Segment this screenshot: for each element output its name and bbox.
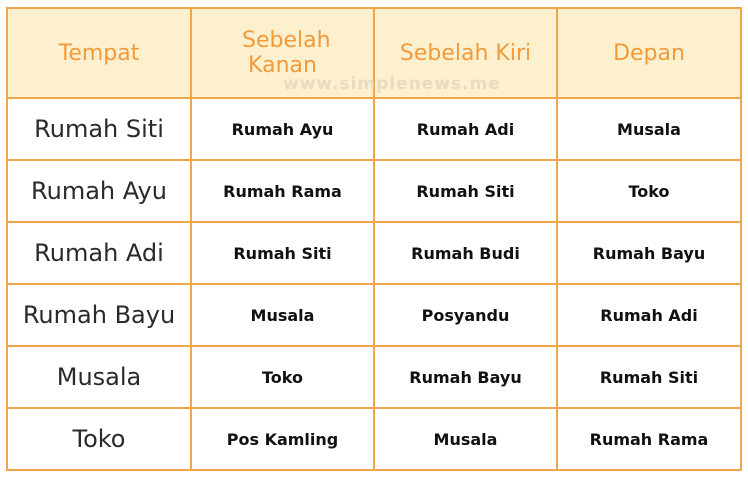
cell-kiri: Rumah Adi xyxy=(374,98,557,160)
cell-kiri: Rumah Budi xyxy=(374,222,557,284)
cell-kanan: Rumah Ayu xyxy=(191,98,374,160)
cell-depan: Rumah Siti xyxy=(557,346,741,408)
location-table xyxy=(6,7,742,471)
header-depan: Depan xyxy=(557,8,741,98)
cell-kiri: Posyandu xyxy=(374,284,557,346)
cell-tempat: Toko xyxy=(7,408,191,470)
cell-kiri: Rumah Bayu xyxy=(374,346,557,408)
cell-depan: Rumah Adi xyxy=(557,284,741,346)
table-header xyxy=(7,8,741,98)
cell-kanan: Toko xyxy=(191,346,374,408)
table-row xyxy=(7,160,741,222)
cell-depan: Rumah Bayu xyxy=(557,222,741,284)
header-row xyxy=(7,8,741,98)
table-container xyxy=(6,7,740,466)
watermark: www.simplenews.me xyxy=(283,74,501,94)
table-body xyxy=(7,98,741,470)
table-row xyxy=(7,222,741,284)
header-sebelah-kiri: Sebelah Kiri xyxy=(374,8,557,98)
table-row xyxy=(7,98,741,160)
header-sebelah-kanan: Sebelah Kanan xyxy=(191,8,374,98)
cell-tempat: Rumah Bayu xyxy=(7,284,191,346)
cell-kanan: Rumah Rama xyxy=(191,160,374,222)
cell-kiri: Musala xyxy=(374,408,557,470)
cell-tempat: Musala xyxy=(7,346,191,408)
header-tempat: Tempat xyxy=(7,8,191,98)
table-row xyxy=(7,284,741,346)
table-row xyxy=(7,346,741,408)
cell-kanan: Rumah Siti xyxy=(191,222,374,284)
cell-depan: Rumah Rama xyxy=(557,408,741,470)
cell-kiri: Rumah Siti xyxy=(374,160,557,222)
cell-depan: Musala xyxy=(557,98,741,160)
cell-depan: Toko xyxy=(557,160,741,222)
cell-tempat: Rumah Adi xyxy=(7,222,191,284)
cell-tempat: Rumah Ayu xyxy=(7,160,191,222)
cell-tempat: Rumah Siti xyxy=(7,98,191,160)
cell-kanan: Pos Kamling xyxy=(191,408,374,470)
cell-kanan: Musala xyxy=(191,284,374,346)
table-row xyxy=(7,408,741,470)
